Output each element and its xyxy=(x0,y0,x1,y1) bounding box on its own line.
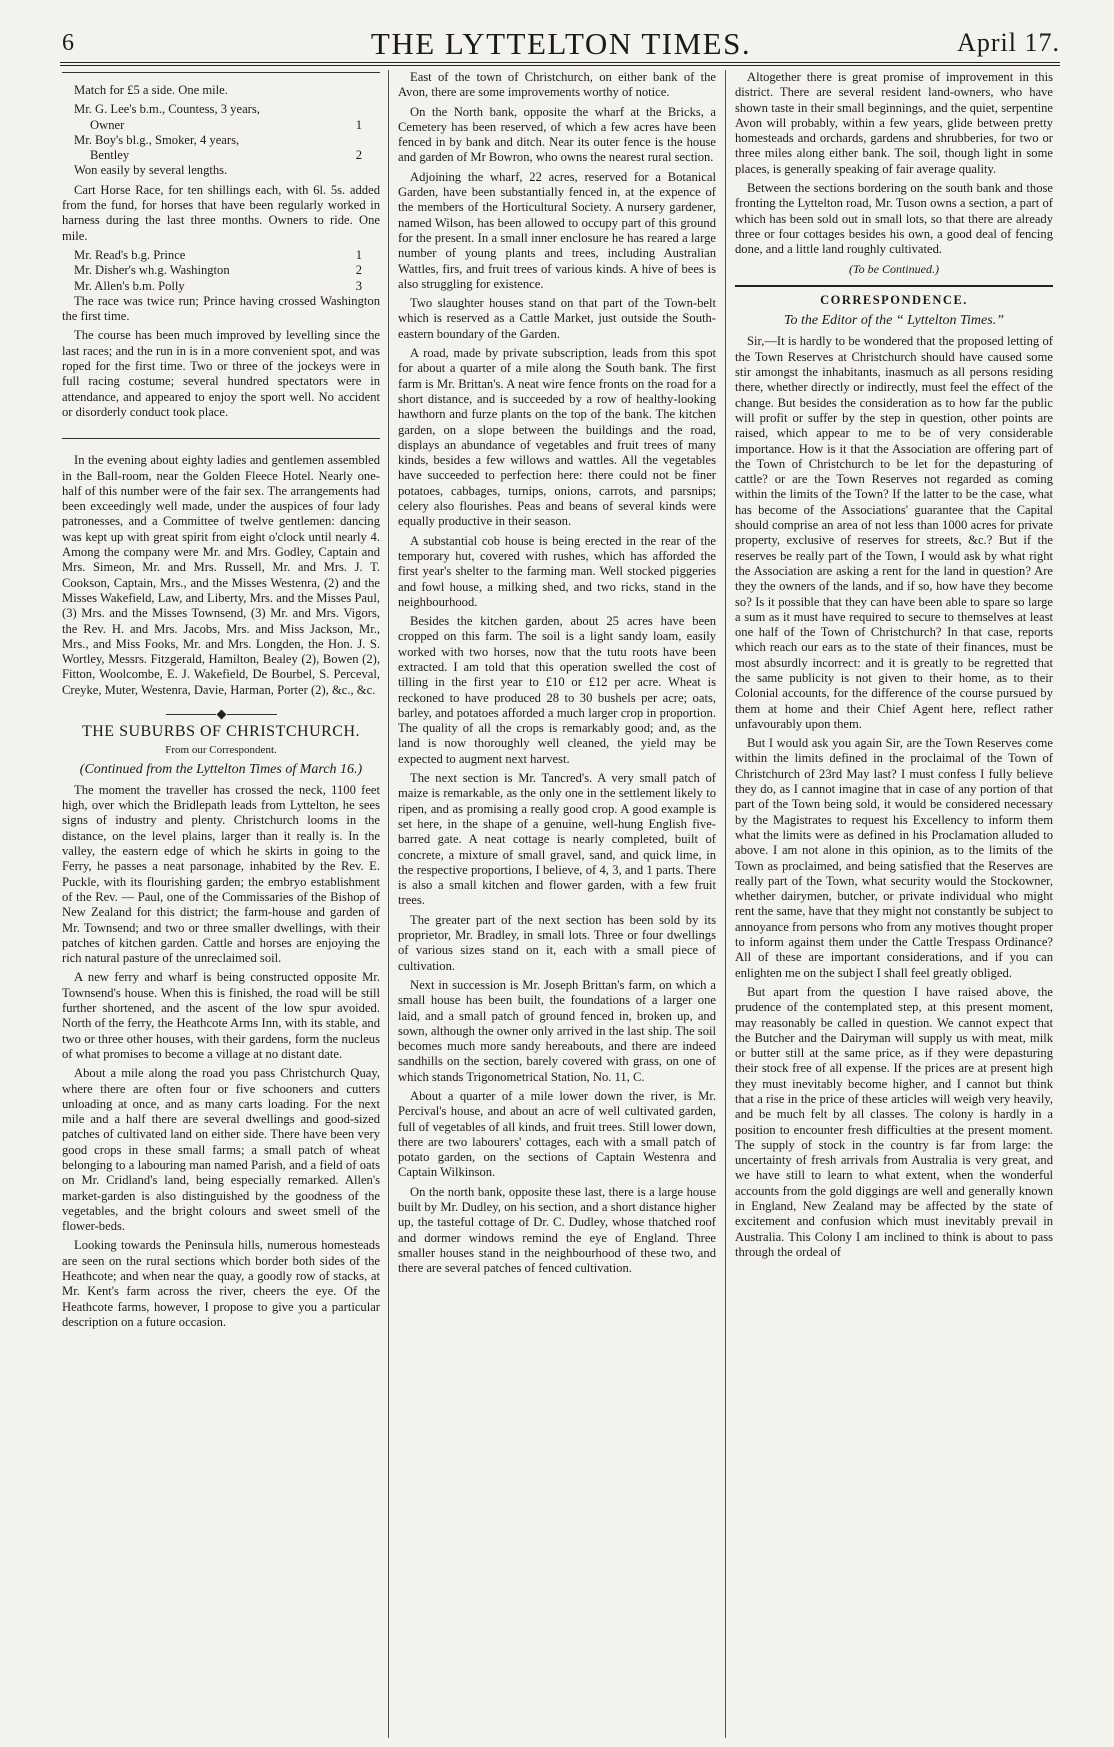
race-entry xyxy=(62,133,380,148)
article-paragraph: On the North bank, opposite the wharf at the Bricks, a Cemetery has been reserved, of which a few acres have been fenced in by bank and ditch. Near its outer fence is the house and garden of Mr Bowron, who owns the nearest rural section. xyxy=(398,104,716,165)
race-result: Won easily by several lengths. xyxy=(74,163,228,178)
ornament-divider xyxy=(62,706,380,716)
entry-position: 1 xyxy=(355,247,362,262)
article-paragraph: Altogether there is great promise of improvement in this district. There are several resident land-owners, who have shown taste in their small beginnings, and the quiet, serpentine Avon will probably, within a few years, glide between pretty homesteads and orchards, gardens and shrubberies, for two or three miles along either bank. The soil, though light in some places, is generally speaking of fair average quality. xyxy=(735,70,1053,176)
rule xyxy=(62,438,380,439)
column-1 xyxy=(62,70,380,1738)
race-entry xyxy=(62,102,380,117)
entry-text: Mr. Boy's bl.g., Smoker, 4 years, xyxy=(74,132,240,147)
entry-text: Owner xyxy=(90,117,125,132)
race-entry xyxy=(62,248,380,263)
race-entry xyxy=(62,148,380,163)
race-entry xyxy=(62,118,380,133)
column-2 xyxy=(398,70,716,1738)
entry-text: Bentley xyxy=(90,148,130,163)
entry-position: 2 xyxy=(355,148,362,163)
column-divider xyxy=(725,70,726,1738)
entry-position: 3 xyxy=(355,278,362,293)
page-number: 6 xyxy=(62,30,74,56)
race-note: The race was twice run; Prince having crossed Washington the first time. xyxy=(62,293,380,324)
issue-date: April 17. xyxy=(957,28,1060,57)
article-paragraph: A new ferry and wharf is being constructed opposite Mr. Townsend's house. When this is finished, the road will be still further shortened, and the ascent of the low spur avoided. North of the ferry, the Heathcote Arms Inn, with its stable, and two or three other houses, with their gardens, form the nucleus of what promises to become a village at no distant date. xyxy=(62,970,380,1061)
rule xyxy=(62,72,380,73)
article-paragraph: Next in succession is Mr. Joseph Brittan's farm, on which a small house has been built, the foundations of a larger one laid, and a small patch of ground fenced in, broken up, and sown, although the owner only arrived in the last ship. The soil becomes much more sandy hereabouts, and there are indeed sandhills on the section, barely covered with grass, on one of which stands Trigonometrical Station, No. 11, C. xyxy=(398,977,716,1084)
cart-horse-race: Cart Horse Race, for ten shillings each, with 6l. 5s. added from the fund, for horses that have been regularly worked in harness during the last three months. Owners to ride. One mile. xyxy=(62,182,380,243)
article-paragraph: Two slaughter houses stand on that part of the Town-belt which is reserved as a Cattle Market, just outside the South-eastern boundary of the Garden. xyxy=(398,296,716,341)
article-paragraph: The next section is Mr. Tancred's. A very small patch of maize is remarkable, as the only one in the settlement likely to ripen, and as promising a really good crop. A good example is set here, in the shape of a genuine, well-hung English five-barred gate. A neat cottage is nearly completed, built of concrete, a mixture of small gravel, sand, and quick lime, in the respective proportions, I believe, of 4, 3, and 1 parts. There is also a small kitchen and flower garden, with a few fruit trees. xyxy=(398,771,716,908)
race-entry xyxy=(62,263,380,278)
article-paragraph: A substantial cob house is being erected in the rear of the temporary hut, covered with rushes, which has afforded the first year's shelter to the farming man. Well stocked piggeries and fowl house, a milking shed, and two ricks, stand in the neighbourhood. xyxy=(398,533,716,609)
rule xyxy=(735,285,1053,287)
course-paragraph: The course has been much improved by levelling since the last races; and the run in is in a more convenient spot, and was roped for the first time. Two or three of the jockeys were in full racing costume; several hundred spectators were in attendance, and appeared to enjoy the sport well. No accident or disorderly conduct took place. xyxy=(62,328,380,419)
article-paragraph: Looking towards the Peninsula hills, numerous homesteads are seen on the rural sections which border both sides of the Heathcote; and when near the quay, a goodly row of stacks, at Mr. Kent's farm across the river, cheers the eye. Of the Heathcote farms, however, I propose to give you a particular description on a future occasion. xyxy=(62,1238,380,1329)
header-rule xyxy=(60,62,1060,66)
article-paragraph: The moment the traveller has crossed the neck, 1100 feet high, over which the Bridlepath leads from Lyttelton, he sees signs of industry and plenty. Christchurch looms in the distance, on the level plains, larger than it really is. In the valley, the eastern edge of which he skirts in going to the Ferry, he passes a neat parsonage, inhabited by the Rev. E. Puckle, with its flourishing garden; the embryo establishment of the Rev. — Paul, one of the Commissaries of the Bishop of New Zealand for this district; the farm-house and garden of Mr. Townsend; and two or three smaller dwellings, with their patches of kitchen garden. Cattle and horses are enjoying the rich natural pasture of the unreclaimed soil. xyxy=(62,782,380,966)
editor-address: To the Editor of the “ Lyttelton Times.” xyxy=(784,313,1004,329)
entry-text: Mr. Allen's b.m. Polly xyxy=(74,278,185,293)
entry-text: Mr. Read's b.g. Prince xyxy=(74,247,186,262)
article-heading: THE SUBURBS OF CHRISTCHURCH. xyxy=(81,722,361,740)
column-divider xyxy=(388,70,389,1738)
race-entry xyxy=(62,279,380,294)
letter-paragraph: But apart from the question I have raised above, the prudence of the contemplated step, at this present moment, may reasonably be called in question. We cannot expect that the Butcher and the Dairyman will supply us with meat, milk or butter still at the same price, as if they were depasturing their stock free of all expense. If the prices are at present high they must inevitably become higher, and I cannot but think that a rise in the price of these articles will weigh very heavily, and be much felt by all classes. The colony is hardly in a position to encounter fresh difficulties at the present moment. The supply of stock in the country is far from large: the uncertainty of fresh arrivals from Australia is very great, and we have still to learn to what extent, when the wonderful accounts from the gold diggings are well and generally known in England, New Zealand may be affected by the state of excitement and confusion which must inevitably prevail in Australia. This Colony I am inclined to think is about to pass through the ordeal of xyxy=(735,984,1053,1259)
ball-paragraph: In the evening about eighty ladies and gentlemen assembled in the Ball-room, near the Golden Fleece Hotel. Nearly one-half of this number were of the fair sex. The arrangements had been exceedingly well made, under the auspices of four lady patronesses, and a Committee of twelve gentlemen: dancing was kept up with great spirit from eight o'clock until nearly 4. Among the company were Mr. and Mrs. Godley, Captain and Mrs. Simeon, Mr. and Mrs. Russell, Mr. and Mrs. J. T. Cookson, Captain, Mrs., and the Misses Westenra, (2) and the Misses Wakefield, Law, and Liberty, Mrs. and the Misses Paul, (3) Mrs. and the Misses Townsend, (3) Mr. and Mrs. Vigors, the Rev. H. and Mrs. Jacobs, Mrs. and Miss Jackson, Mr., Mrs., and Miss Fooks, Mr. and Mrs. Longden, the Hon. J. S. Wortley, Messrs. Fitzgerald, Hamilton, Bealey (2), Bowen (2), Fitton, Woolcombe, E. J. Wakefield, De Bourbel, S. Perceval, Creyke, Muter, Westenra, Davie, Harman, Porter (2), &c., &c. xyxy=(62,453,380,697)
newspaper-title: THE LYTTELTON TIMES. xyxy=(370,26,752,61)
article-paragraph: A road, made by private subscription, leads from this spot for about a quarter of a mile along the South bank. The first farm is Mr. Brittan's. A neat wire fence fronts on the road for a short distance, and is succeeded by a row of healthy-looking hawthorn and furze plants on the top of the bank. The kitchen garden, on a slope between the buildings and the road, displays an abundance of vegetables and fruit trees of many kinds, besides a few willows and wattles. All the vegetables have succeeded to perfection here: there could not be finer potatoes, cabbages, turnips, onions, carrots, and parsnips; celery also flourishes. Peas and beans of several kinds were equally productive in their season. xyxy=(398,346,716,529)
article-paragraph: Besides the kitchen garden, about 25 acres have been cropped on this farm. The soil is a light sandy loam, easily worked with two horses, now that the tutu roots have been extracted. I am told that this operation swelled the cost of tilling in the first year to £10 or £12 per acre. Wheat is reckoned to have produced 28 to 30 bushels per acre; oats, barley, and potatoes afforded a much larger crop in proportion. The quality of all the crops is remarkably good; and, as the land is now thoroughly well cleaned, the yield may be expected to augment next harvest. xyxy=(398,614,716,766)
entry-text: Mr. G. Lee's b.m., Countess, 3 years, xyxy=(74,102,260,117)
to-be-continued: (To be Continued.) xyxy=(849,261,939,276)
article-paragraph: Adjoining the wharf, 22 acres, reserved for a Botanical Garden, have been substantially fenced in, at the expence of the members of the Horticultural Society. A nursery gardener, named Wilson, has been allowed to occupy part of this ground for the present. In a small inner enclosure he has reared a large number of young plants and trees, including Australian Wattles, firs, and fruit trees of various kinds. A hive of bees is also struggling for existence. xyxy=(398,169,716,291)
entry-position: 2 xyxy=(355,263,362,278)
page-header xyxy=(62,22,1060,62)
article-paragraph: The greater part of the next section has been sold by its proprietor, Mr. Bradley, in small lots. Three or four dwellings of various sizes stand on it, each with a small piece of cultivation. xyxy=(398,912,716,973)
letter-paragraph: But I would ask you again Sir, are the Town Reserves come within the limits defined in the proclaimal of the Town of Christchurch of 23rd May last? I must confess I fully believe they do, as I cannot imagine that in case of any portion of that part of the Town being sold, it would be considered necessary by the Magistrates to request his Excellency to inform them what the limits were as defined in his Proclamation alluded to above. I am not alone in this opinion, as to the limits of the Town as proclaimed, and being satisfied that the Reserves are really part of the Town, what security would the Stockowner, whether dairymen, butcher, or private individual who might rent the same, have that they might not constantly be subject to annoyance from persons who from any motives thought proper to inform against them under the Cattle Trespass Ordinance? All of these are important considerations, and if you can enlighten me on the subject I shall feel greatly obliged. xyxy=(735,736,1053,980)
article-paragraph: About a quarter of a mile lower down the river, is Mr. Percival's house, and about an acre of well cultivated garden, full of vegetables of all kinds, and fruit trees. Still lower down, there are two labourers' cottages, each with a small patch of potato garden, on the sections of Captain Westenra and Captain Wilkinson. xyxy=(398,1089,716,1180)
continued-note: (Continued from the Lyttelton Times of March 16.) xyxy=(79,761,363,777)
article-paragraph: About a mile along the road you pass Christchurch Quay, where there are often four or five schooners and cutters unloading at once, and as many carts loading. For the next mile and a half there are several dwellings and good-sized patches of cultivated land on either side. There have been very good crops in these small farms; a small patch of wheat belonging to a labouring man named Parish, and a field of oats on Mr. Cridland's land, being especially remarked. Allen's market-garden is also distinguished by the goodness of the vegetables, and the bright colours and sweet smell of the flower-beds. xyxy=(62,1066,380,1234)
entry-text: Mr. Disher's wh.g. Washington xyxy=(74,263,230,278)
article-paragraph: Between the sections bordering on the south bank and those fronting the Lyttelton road, Mr. Tuson owns a section, a part of which has been sold out in small lots, so that there are already three or four cottages besides his own, a good deal of fencing done, and a little land roughly cultivated. xyxy=(735,181,1053,257)
article-paragraph: On the north bank, opposite these last, there is a large house built by Mr. Dudley, on his section, and a short distance higher up, the tasteful cottage of Dr. C. Dudley, whose thatched roof and dormer windows remind the eye of England. Three smaller houses stand in the neighbourhood of these two, and there are several patches of fenced cultivation. xyxy=(398,1184,716,1276)
match-line: Match for £5 a side. One mile. xyxy=(74,83,228,97)
entry-position: 1 xyxy=(355,117,362,132)
letter-paragraph: Sir,—It is hardly to be wondered that the proposed letting of the Town Reserves at Christchurch should have caused some stir amongst the inhabitants, inasmuch as all persons residing there, whether directly or indirectly, must feel the effect of the change. But besides the consideration as to how far the public will profit or suffer by the step in question, other points are raised, which appear to me to be of very considerable importance. How is it that the Association are offering part of the Town of Christchurch to be let for the depasturing of cattle? or are the Town Reserves not regarded as coming within the limits of the Town? If the latter to be the case, what has become of the Associations' guarantee that the Capital should comprise an area of not less than 1000 acres for private property, exclusive of reserves for streets, &c.? But if the reserves be really part of the Town, I would ask by what right the Association are asking a rent for the land in question? Are they the owners of the lands, and if so, how have they become so? Is it possible that they can have been able to spare so large a sum as it must have required to secure to themselves at least one half of the Town of Christchurch? In that case, reports which reach our ears as to the state of their finances, must be most absurdly incorrect: and it is greatly to be regretted that the same publicity is not given to their home, as to their Colonial accounts, for the difference of the course pursued by them at home and their Chief Agent here, reflect rather unfavourably upon them. xyxy=(735,334,1053,731)
byline: From our Correspondent. xyxy=(165,744,277,757)
column-3 xyxy=(735,70,1053,1738)
section-heading: CORRESPONDENCE. xyxy=(820,292,968,307)
article-paragraph: East of the town of Christchurch, on either bank of the Avon, there are some improvements worthy of notice. xyxy=(398,70,716,100)
